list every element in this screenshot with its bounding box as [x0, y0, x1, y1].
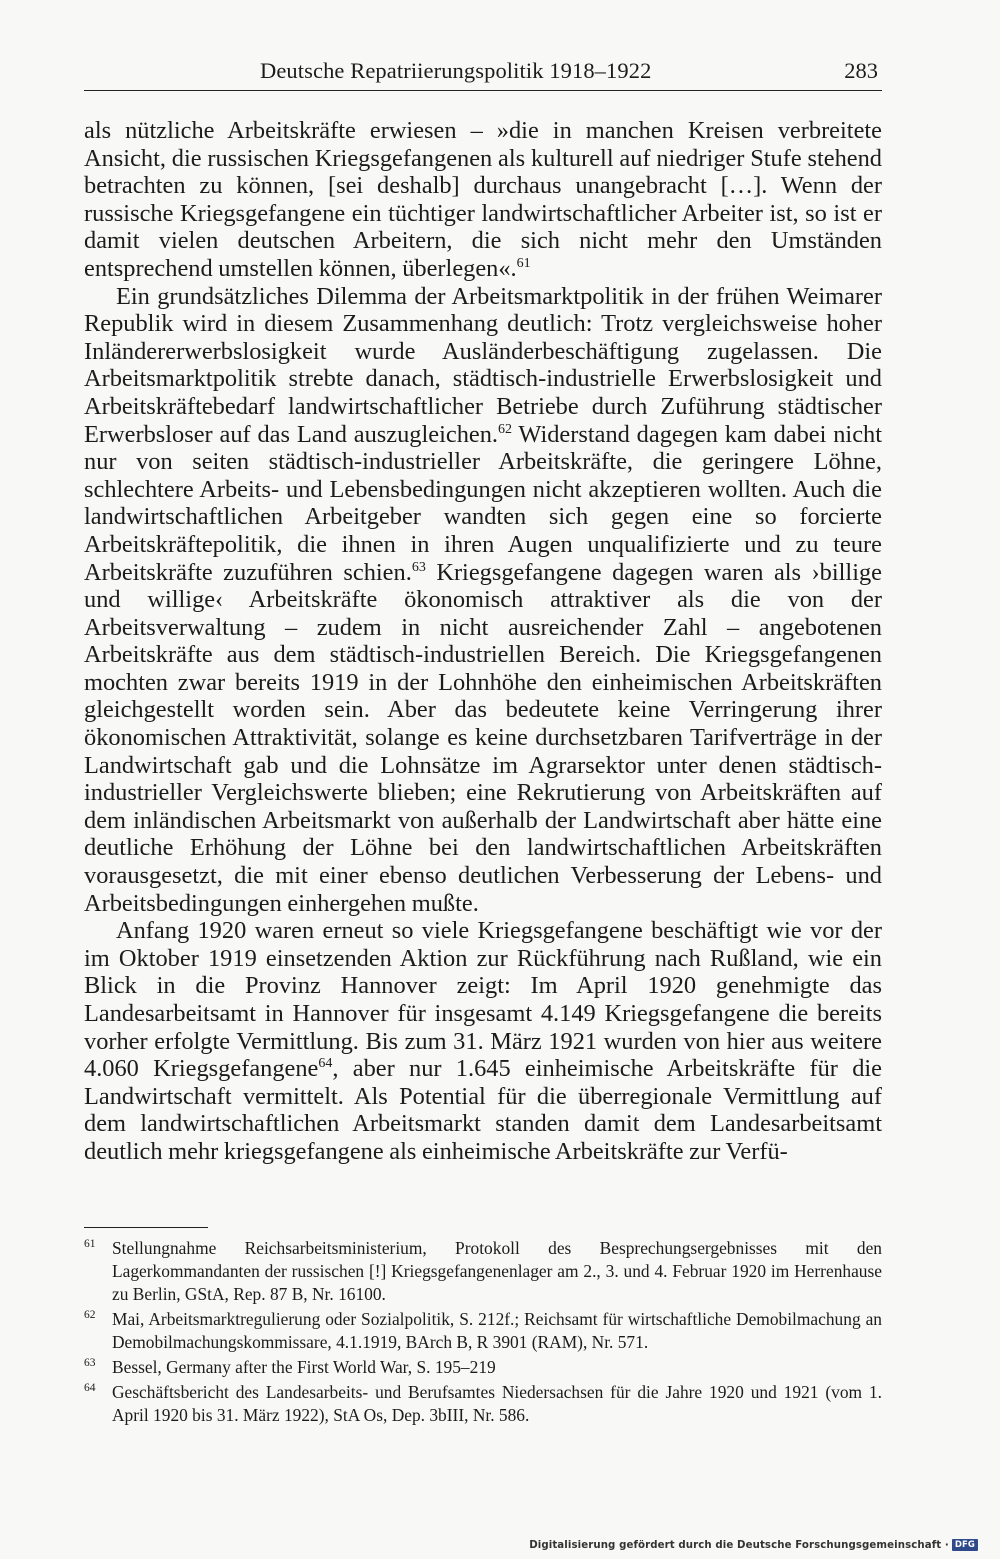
text-run: Anfang 1920 waren erneut so viele Kriegsgefangene beschäftigt wie vor der im Oktober 1919 einsetzenden Aktion zur Rückführung nach Rußland, wie ein Blick in die Provinz Hannover zeigt: Im April 1920 genehmigte das Landesarbeitsamt in Hannover für insgesamt 4.149 Kriegsgefangene die bereits vorher erfolgte Vermittlung. Bis zum 31. März 1921 wurden von hier aus weitere 4.060 Kriegsgefangene	[84, 917, 882, 1083]
footnotes	[84, 1237, 882, 1429]
paragraph	[84, 283, 882, 918]
text-run: , aber nur 1.645 einheimische Arbeitskräfte für die Landwirtschaft vermittelt. Als Potential für die überregionale Vermittlung auf dem landwirtschaftlichen Arbeitsmarkt standen damit dem Landesarbeitsamt deutlich mehr kriegsgefangene als einheimische Arbeitskräfte zur Verfü-	[84, 1055, 882, 1165]
dfg-logo-icon: DFG	[952, 1539, 978, 1551]
digitization-credit	[529, 1539, 978, 1551]
paragraph	[84, 117, 882, 283]
footnote-ref: 63	[411, 559, 426, 575]
footnote-number: 63	[84, 1357, 96, 1369]
footnote-text: Stellungnahme Reichsarbeitsministerium, Protokoll des Besprechungsergebnisses mit den Lagerkommandanten der russischen [!] Kriegsgefangenenlager am 2., 3. und 4. Februar 1920 im Herrenhause zu Berlin, GStA, Rep. 87 B, Nr. 16100.	[112, 1238, 882, 1304]
text-run: Widerstand dagegen kam dabei nicht nur von seiten städtisch-industrieller Arbeitskräfte, die geringere Löhne, schlechtere Arbeits- und Lebensbedingungen nicht akzeptieren wollten. Auch die landwirtschaftlichen Arbeitgeber wandten sich gegen eine so forcierte Arbeitskräftepolitik, die ihnen in ihren Augen unqualifizierte und zu teure Arbeitskräfte zuzuführen schien.	[84, 420, 882, 586]
text-run: Ein grundsätzliches Dilemma der Arbeitsmarktpolitik in der frühen Weimarer Republik wird in diesem Zusammenhang deutlich: Trotz vergleichsweise hoher Inländererwerbslosigkeit wurde Ausländerbeschäftigung zugelassen. Die Arbeitsmarktpolitik strebte danach, städtisch-industrielle Erwerbslosigkeit und Arbeitskräftebedarf landwirtschaftlicher Betriebe durch Zuführung städtischer Erwerbsloser auf das Land auszugleichen.	[84, 282, 882, 448]
footnote	[84, 1381, 882, 1427]
footnote	[84, 1237, 882, 1306]
footnote-number: 64	[84, 1382, 96, 1394]
footnote	[84, 1356, 882, 1379]
text-run: Kriegsgefangene dagegen waren als ›billige und willige‹ Arbeitskräfte ökonomisch attraktiver als die von der Arbeitsverwaltung – zudem in nicht ausreichender Zahl – angebotenen Arbeitskräfte aus dem städtisch-industriellen Bereich. Die Kriegsgefangenen mochten zwar bereits 1919 in der Lohnhöhe den einheimischen Arbeitskräften gleichgestellt worden sein. Aber das bedeutete keine Verringerung ihrer ökonomischen Attraktivität, solange es keine durchsetzbaren Tarifverträge in der Landwirtschaft gab und die Lohnsätze im Agrarsektor unter denen städtisch-industrieller Vergleichswerte blieben; eine Rekrutierung von Arbeitskräften auf dem inländischen Arbeitsmarkt von außerhalb der Landwirtschaft aber hätte eine deutliche Erhöhung der Löhne bei den landwirtschaftlichen Arbeitskräften vorausgesetzt, die mit einer ebenso deutlichen Verbesserung der Lebens- und Arbeitsbedingungen einhergehen mußte.	[84, 558, 882, 917]
footnote-ref: 64	[318, 1056, 333, 1072]
footnote-ref: 61	[516, 255, 531, 271]
footnote-text: Mai, Arbeitsmarktregulierung oder Sozialpolitik, S. 212f.; Reichsamt für wirtschaftliche Demobilmachung an Demobilmachungskommissare, 4.1.1919, BArch B, R 3901 (RAM), Nr. 571.	[112, 1309, 882, 1352]
credit-text: Digitalisierung gefördert durch die Deutsche Forschungsgemeinschaft ·	[529, 1540, 949, 1551]
footnote	[84, 1308, 882, 1354]
text-run: als nützliche Arbeitskräfte erwiesen – »die in manchen Kreisen verbreitete Ansicht, die russischen Kriegsgefangenen als kulturell auf niedriger Stufe stehend betrachten zu können, [sei deshalb] durchaus unangebracht […]. Wenn der russische Kriegsgefangene ein tüchtiger landwirtschaftlicher Arbeiter ist, so ist er damit vielen deutschen Arbeitern, die sich nicht mehr den Umständen entsprechend umstellen können, überlegen«.	[84, 117, 882, 282]
running-head	[84, 54, 882, 91]
footnote-text: Bessel, Germany after the First World War, S. 195–219	[112, 1357, 496, 1377]
footnote-ref: 62	[498, 421, 513, 437]
body-text	[84, 117, 882, 1166]
paragraph	[84, 917, 882, 1165]
footnote-divider	[84, 1227, 208, 1228]
page-number: 283	[844, 58, 878, 83]
footnote-number: 62	[84, 1309, 96, 1321]
footnote-number: 61	[84, 1238, 96, 1250]
running-title: Deutsche Repatriierungspolitik 1918–1922	[260, 58, 652, 83]
footnote-text: Geschäftsbericht des Landesarbeits- und Berufsamtes Niedersachsen für die Jahre 1920 und 1921 (vom 1. April 1920 bis 31. März 1922), StA Os, Dep. 3bIII, Nr. 586.	[112, 1382, 882, 1425]
